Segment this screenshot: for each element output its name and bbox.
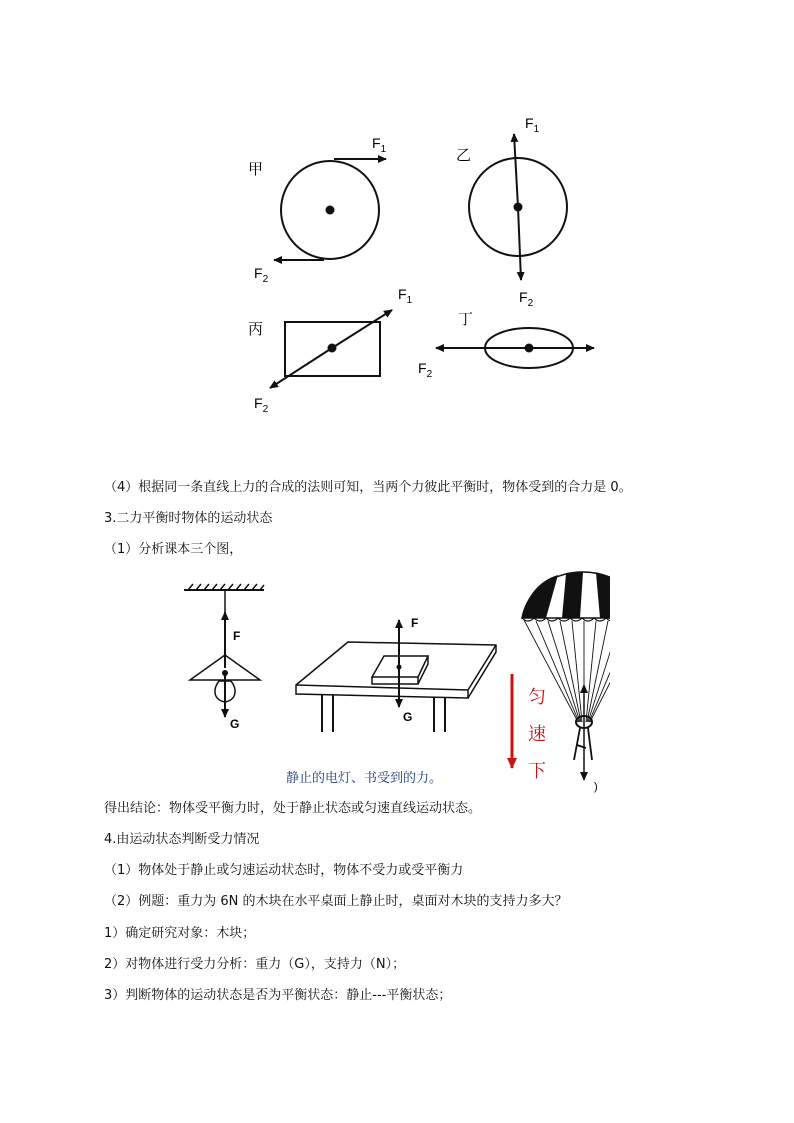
- yi-f1-label: $F_1$: [525, 115, 540, 135]
- book-g-label: G: [403, 710, 413, 724]
- para-char-3: 下: [528, 761, 546, 782]
- lamp-g-label: G: [230, 717, 240, 731]
- paragraph-4: （4）根据同一条直线上力的合成的法则可知，当两个力彼此平衡时，物体受到的合力是 0。: [104, 480, 632, 495]
- jia-f1-label: $F_1$: [372, 135, 387, 155]
- section-4-item-1: （1）物体处于静止或匀速运动状态时，物体不受力或受平衡力: [104, 863, 464, 878]
- para-char-1: 匀: [528, 687, 546, 708]
- diagram-ding: [418, 310, 594, 380]
- bing-f2-label: $F_2$: [254, 395, 269, 415]
- diagram-jia: [248, 135, 387, 285]
- diagram-bing: [248, 286, 413, 415]
- ding-f2-label: $F_2$: [418, 360, 433, 380]
- lamp-f-label: F: [233, 629, 241, 643]
- section-3-item-1: （1）分析课本三个图，: [104, 542, 243, 557]
- jia-center: [326, 206, 335, 215]
- parachutist-legs: [574, 728, 592, 760]
- step-3: 3）判断物体的运动状态是否为平衡状态：静止---平衡状态；: [104, 988, 452, 1003]
- figure2-caption: 静止的电灯、书受到的力。: [286, 771, 443, 786]
- yi-f2-label: $F_2$: [519, 289, 534, 309]
- panel-label-ding: 丁: [458, 310, 474, 328]
- book-on-table: [296, 616, 496, 732]
- section-4-heading: 4.由运动状态判断受力情况: [104, 832, 260, 847]
- diagram-yi: [456, 115, 567, 309]
- panel-label-bing: 丙: [248, 320, 264, 338]
- bing-f2-arrow: [270, 348, 332, 388]
- parachute: [522, 572, 610, 793]
- panel-label-jia: 甲: [248, 160, 264, 178]
- step-2: 2）对物体进行受力分析：重力（G），支持力（N）；: [104, 957, 406, 972]
- yi-f1-arrow: [514, 134, 518, 207]
- force-diagrams-figure: [230, 105, 620, 425]
- panel-label-yi: 乙: [456, 146, 472, 164]
- conclusion: 得出结论：物体受平衡力时，处于静止状态或匀速直线运动状态。: [104, 801, 482, 816]
- yi-f2-arrow: [518, 207, 521, 280]
- balanced-force-figure: [180, 565, 610, 797]
- section-3-heading: 3.二力平衡时物体的运动状态: [104, 511, 273, 526]
- step-1: 1）确定研究对象：木块；: [104, 926, 256, 941]
- section-4-item-2: （2）例题：重力为 6N 的木块在水平桌面上静止时，桌面对木块的支持力多大？: [104, 894, 568, 909]
- hanging-lamp: [184, 584, 264, 731]
- para-char-2: 速: [528, 724, 546, 745]
- book-f-label: F: [411, 616, 419, 630]
- corner-mark: ): [594, 781, 598, 793]
- bing-f1-label: $F_1$: [398, 286, 413, 306]
- bing-f1-arrow: [332, 310, 392, 348]
- jia-f2-label: $F_2$: [254, 265, 269, 285]
